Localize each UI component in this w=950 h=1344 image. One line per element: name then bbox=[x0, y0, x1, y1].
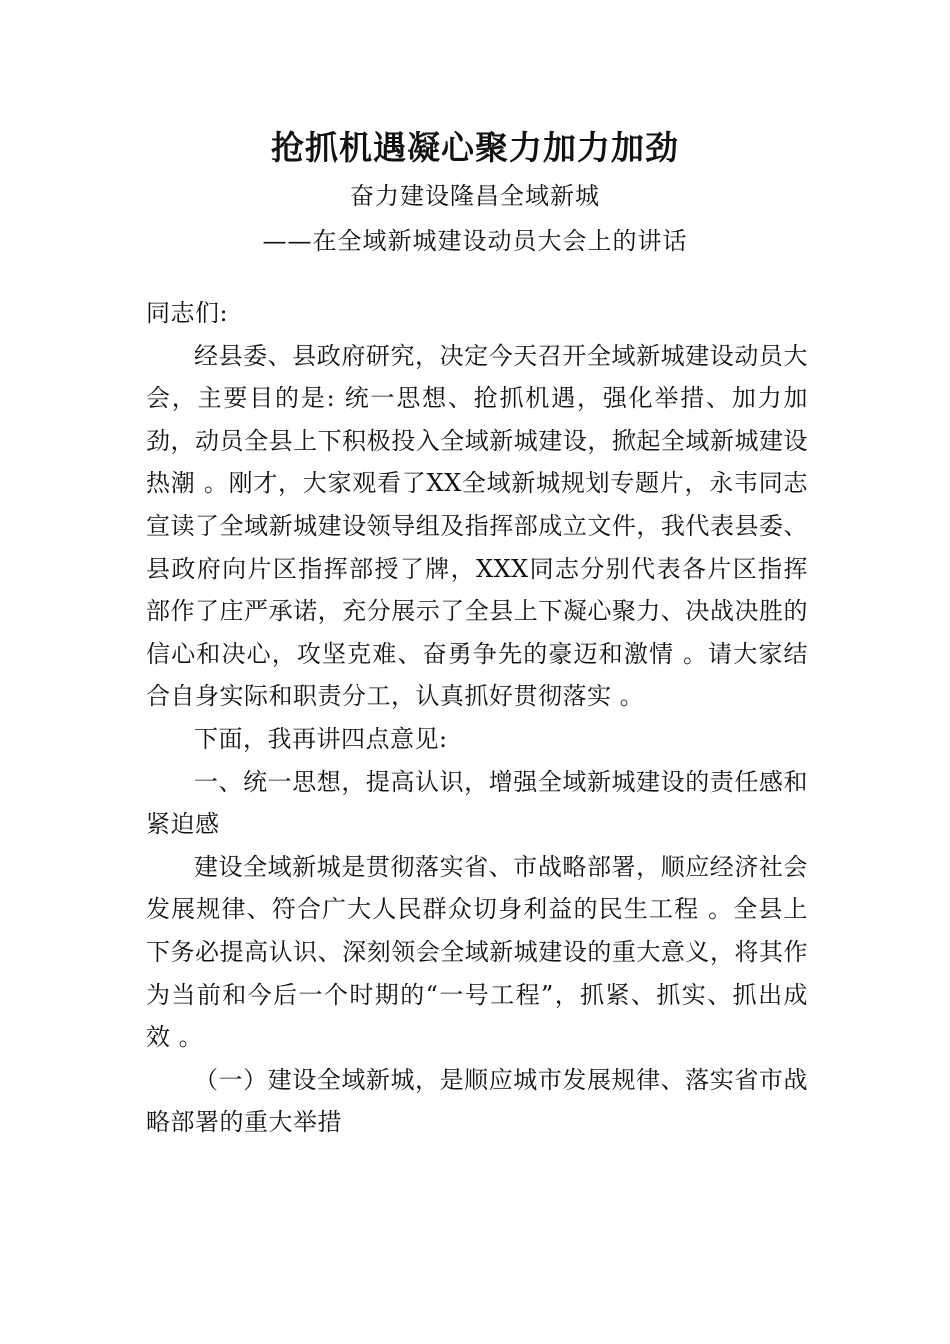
paragraph-section-1: 建设全域新城是贯彻落实省、市战略部署，顺应经济社会发展规律、符合广大人民群众切身利益的民生工程 。全县上下务必提高认识、深刻领会全域新城建设的重大意义，将其作为当前和今后一个时期的“一号工程”，抓紧、抓实、抓出成效 。 bbox=[146, 852, 808, 1052]
document-body bbox=[146, 292, 808, 1144]
paragraph-transition: 下面，我再讲四点意见: bbox=[194, 724, 448, 753]
subsection-heading-1-1: （一）建设全域新城，是顺应城市发展规律、落实省市战略部署的重大举措 bbox=[146, 1065, 808, 1137]
speech-occasion-line: ——在全域新城建设动员大会上的讲话 bbox=[262, 227, 688, 255]
section-heading-1: 一、统一思想，提高认识，增强全域新城建设的责任感和紧迫感 bbox=[146, 767, 808, 839]
salutation: 同志们: bbox=[146, 299, 229, 327]
document-title: 抢抓机遇凝心聚力加力加劲 bbox=[271, 128, 679, 167]
paragraph-opening: 经县委、县政府研究，决定今天召开全域新城建设动员大会，主要目的是: 统一思想、抢抓机遇，强化举措、加力加劲，动员全县上下积极投入全域新城建设，掀起全域新城建设热潮 。刚才，大家观看了XX全域新城规划专题片，永韦同志宣读了全域新城建设领导组及指挥部成立文件，我代表县委、县政府向片区指挥部授了牌，XXX同志分别代表各片区指挥部作了庄严承诺，充分展示了全县上下凝心聚力、决战决胜的信心和决心，攻坚克难、奋勇争先的豪迈和激情 。请大家结合自身实际和职责分工，认真抓好贯彻落实 。 bbox=[146, 341, 808, 711]
document-subtitle: 奋力建设隆昌全域新城 bbox=[350, 182, 600, 210]
